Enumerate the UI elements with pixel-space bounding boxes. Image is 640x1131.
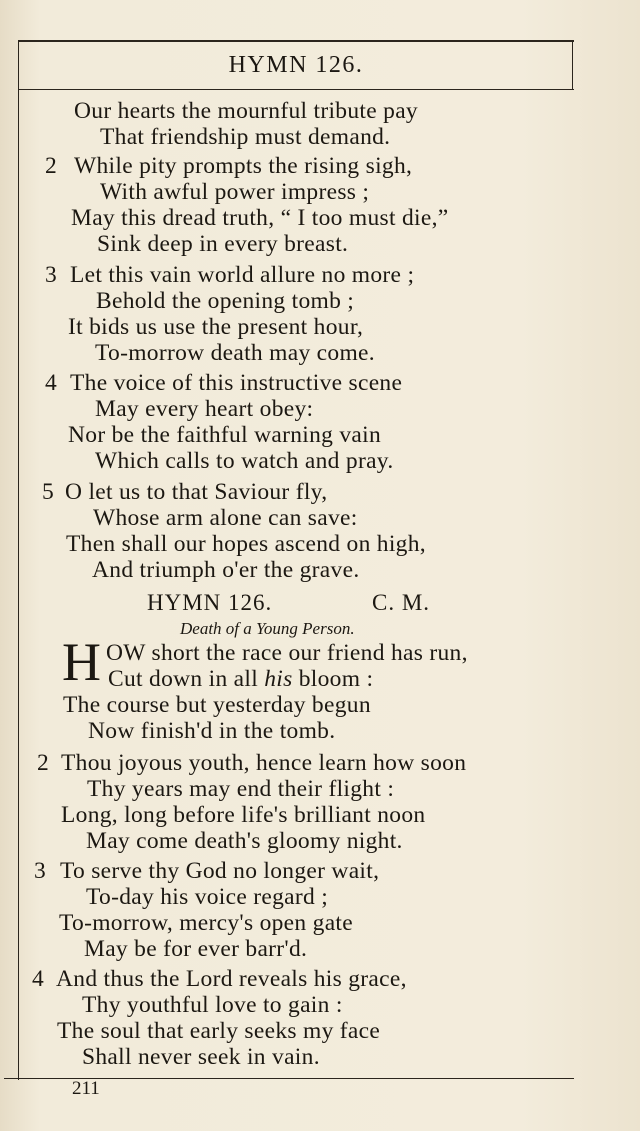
verse-line (108, 666, 373, 693)
verse-line: Whose arm alone can save: (93, 505, 358, 531)
frame-left-rule (18, 40, 19, 1080)
verse-line: The course but yesterday begun (63, 692, 371, 718)
verse-line: Thou joyous youth, hence learn how soon (61, 750, 467, 776)
stanza-number: 4 (32, 966, 44, 992)
stanza-number: 2 (45, 153, 57, 179)
stanza-number: 3 (45, 262, 57, 288)
verse-line: OW short the race our friend has run, (106, 640, 468, 666)
verse-line: Sink deep in every breast. (97, 231, 349, 257)
verse-segment: bloom : (292, 666, 374, 692)
verse-line: May come death's gloomy night. (86, 828, 403, 854)
frame-top-rule (18, 40, 574, 42)
verse-line: Long, long before life's brilliant noon (61, 802, 426, 828)
verse-line: May this dread truth, “ I too must die,” (71, 205, 449, 231)
hymn-subtitle: Death of a Young Person. (180, 619, 355, 638)
stanza-number: 3 (34, 858, 46, 884)
stanza-number: 4 (45, 370, 57, 396)
verse-line: To serve thy God no longer wait, (60, 858, 380, 884)
verse-line: With awful power impress ; (100, 179, 370, 205)
verse-line: Nor be the faithful warning vain (68, 422, 382, 448)
stanza-number: 2 (37, 750, 49, 776)
verse-line: O let us to that Saviour fly, (65, 479, 328, 505)
hymn-meter: C. M. (372, 590, 431, 615)
italic-word: his (264, 666, 293, 692)
verse-line: May every heart obey: (95, 396, 314, 422)
verse-line: While pity prompts the rising sigh, (74, 153, 413, 179)
page-number: 211 (72, 1078, 100, 1099)
stanza-number: 5 (42, 479, 54, 505)
verse-line: And triumph o'er the grave. (92, 557, 360, 583)
verse-segment: Cut down in all (108, 666, 265, 692)
verse-line: Our hearts the mournful tribute pay (74, 98, 418, 124)
verse-line: Thy years may end their flight : (87, 776, 395, 802)
verse-line: Shall never seek in vain. (82, 1044, 320, 1070)
hymn-title: HYMN 126. (147, 590, 273, 615)
verse-line: Behold the opening tomb ; (96, 288, 355, 314)
verse-line: To-morrow death may come. (95, 340, 375, 366)
verse-line: It bids us use the present hour, (68, 314, 364, 340)
verse-line: May be for ever barr'd. (84, 936, 308, 962)
verse-line: Let this vain world allure no more ; (70, 262, 415, 288)
verse-line: To-morrow, mercy's open gate (59, 910, 353, 936)
header-rule (18, 89, 574, 90)
verse-line: The soul that early seeks my face (57, 1018, 381, 1044)
verse-line: Thy youthful love to gain : (82, 992, 343, 1018)
verse-line: Now finish'd in the tomb. (88, 718, 336, 744)
verse-line: To-day his voice regard ; (86, 884, 329, 910)
verse-line: Which calls to watch and pray. (95, 448, 394, 474)
verse-line: And thus the Lord reveals his grace, (56, 966, 407, 992)
verse-line: The voice of this instructive scene (70, 370, 403, 396)
verse-line: That friendship must demand. (100, 124, 391, 150)
running-head: HYMN 126. (228, 52, 364, 78)
verse-line: Then shall our hopes ascend on high, (66, 531, 426, 557)
drop-cap: H (62, 632, 101, 692)
